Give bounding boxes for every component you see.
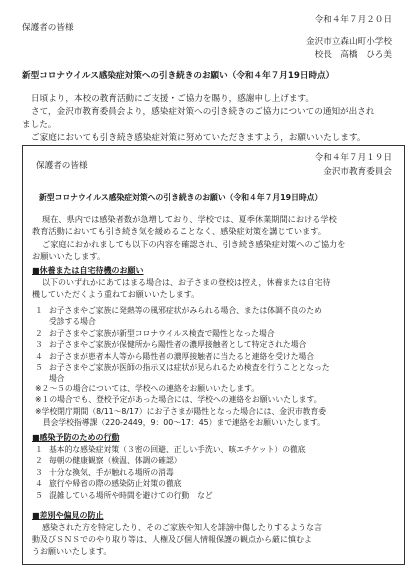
letter-paragraph: ご家庭においても引き続き感染症対策に努めていただきますよう，お願いいたします。 [31,133,366,143]
item-text: お子さまやご家族に発熱等の風邪症状がみられる場合、または体調不良のため [49,306,322,315]
list-item [35,478,306,489]
body-line: うお願いいたします。 [32,547,112,556]
intro-line: 教育活動においても引き続き気を緩めることなく、感染症対策を講じています。 [32,226,326,237]
sender-principal: 校長 高橋 ひろ美 [314,50,392,60]
notice-sender: 金沢市教育委員会 [323,167,392,177]
section3-body [32,522,322,558]
section-heading-prevention: ■感染予防のための行動 [32,433,120,442]
list-item-continuation: 受診する場合 [49,317,96,327]
list-item [35,305,330,316]
item-number: １ [35,306,43,315]
letter-title: 新型コロナウイルス感染症対策への引き続きのお願い（令和４年７月19日時点） [22,71,335,81]
letter-paragraph: 日頃より，本校の教育活動にご支援・ご協力を賜り，感謝申し上げます。 [31,94,314,104]
item-number: ３ [35,467,43,477]
item-text: お子さまが患者本人等から陽性者の濃厚接触者に当たると連絡を受けた場合 [49,351,315,361]
item-number: ２ [35,456,43,466]
item-number: ３ [35,340,43,350]
notice-date: 令和４年７月１９日 [314,153,392,163]
item-number: ４ [35,479,43,489]
list-item [35,339,330,350]
lead-line: 以下のいずれかにあてはまる場合は、お子さまの登校は控え，休養または自宅待 [42,278,331,287]
item-number: ４ [35,351,43,361]
section1-notes [35,383,326,429]
item-text: お子さまやご家族が新型コロナウイルス検査で陽性となった場合 [49,328,275,338]
note-line: ※１の場合でも、登校予定があった場合には、学校への連絡をお願いいたします。 [35,395,322,405]
item-text: 混雑している場所や時間を避けての行動 など [49,490,213,500]
letter-body [22,93,374,145]
note-line: ※２～５の場合については、学校への連絡をお願いいたします。 [35,384,260,393]
item-number: ５ [35,490,43,500]
item-text: 毎朝の健康観察（検温、体調の確認） [49,456,182,466]
notice-title: 新型コロナウイルス感染症対策への引き続きのお願い（令和４年７月19日時点） [39,193,323,202]
list-item [35,362,330,373]
intro-line: ご家庭におかれましても以下の内容を確認され、引き続き感染症対策へのご協力を [42,238,346,249]
intro-line: 現在、県内では感染者数が急増しており、学校では、夏季休業期間における学校 [42,214,337,224]
letter-paragraph: さて，金沢市教育委員会より，感染症対策への引き続きのご協力についての通知が出され [31,107,375,117]
notice-intro [32,213,345,263]
note-line: ※学校閉庁期間（8/11～8/17）にお子さまが陽性となった場合には、金沢市教育委 [35,406,327,416]
item-text: 旅行や帰省の際の感染防止対策の徹底 [49,479,182,489]
notice-addressee: 保護者の皆様 [36,161,88,171]
sender-school: 金沢市立森山町小学校 [306,37,392,47]
item-text: 十分な換気、手が触れる場所の消毒 [49,467,174,477]
section2-list [35,444,306,501]
letter-addressee: 保護者の皆様 [22,23,74,33]
embedded-notice [22,145,405,565]
list-item [35,455,306,466]
list-item [35,351,330,362]
note-line: 員会学校指導課（220-2449，9：00～17：45）まで連絡をお願いいたします。 [35,418,325,428]
list-item [35,467,306,478]
item-text: お子さまやご家族が保健所から陽性者の濃厚接触者として特定された場合 [49,340,307,350]
lead-line: 機していただくよう重ねてお願いいたします。 [32,290,200,299]
item-text: 基本的な感染症対策（３密の回避、正しい手洗い、咳エチケット）の徹底 [49,445,306,454]
list-item [35,444,306,455]
section-heading-discrimination: ■差別や偏見の防止 [32,511,104,520]
item-number: １ [35,445,43,454]
item-number: ２ [35,328,43,338]
intro-line: お願いいたします。 [32,251,106,262]
section-heading-rest: ■休養または自宅待機のお願い [32,266,144,275]
list-item [35,490,306,501]
section1-list [35,305,330,385]
body-line: 動及びＳＮＳでのやり取り等は、人権及び個人情報保護の観点から厳に慎むよ [32,535,312,544]
list-item [35,328,330,339]
list-item-continuation: 場合 [49,374,65,384]
body-line: 感染された方を特定したり、そのご家族や知人を誹謗中傷したりするような言 [42,523,322,532]
section1-lead [32,277,330,301]
letter-paragraph: ました。 [22,120,57,130]
letter-date: 令和４年７月２０日 [314,15,392,25]
item-number: ５ [35,363,43,373]
item-text: お子さまやご家族が医師の指示又は症状が見られるため検査を行うこととなった [49,363,330,373]
